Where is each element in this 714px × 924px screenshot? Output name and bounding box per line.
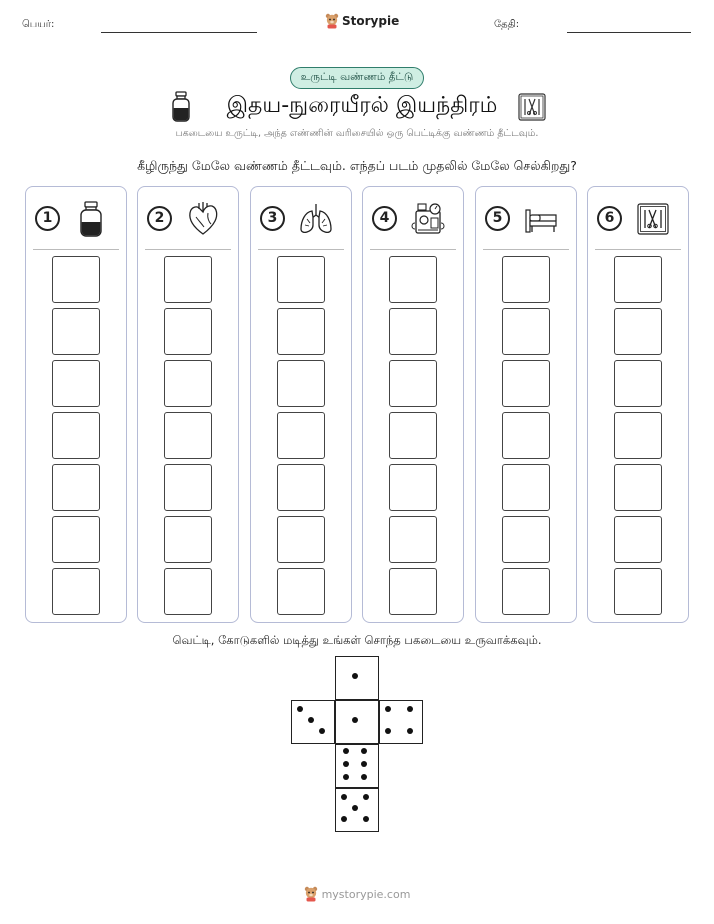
cut-instructions: வெட்டி, கோடுகளில் மடித்து உங்கள் சொந்த பகடையை உருவாக்கவும்.: [172, 633, 542, 647]
color-box[interactable]: [164, 568, 212, 615]
color-box[interactable]: [52, 568, 100, 615]
date-field[interactable]: [567, 32, 691, 33]
die-pip: [407, 706, 413, 712]
bear-mascot-icon: [304, 886, 318, 902]
die-pip: [352, 805, 358, 811]
color-box[interactable]: [502, 516, 550, 563]
die-pip: [407, 728, 413, 734]
brand-name: Storypie: [342, 14, 400, 28]
date-label: தேதி:: [494, 19, 520, 30]
instruction-text: கீழிருந்து மேலே வண்ணம் தீட்டவும். எந்தப் படம் முதலில் மேலே செல்கிறது?: [137, 158, 577, 173]
color-box[interactable]: [502, 256, 550, 303]
medicine-vial-icon: [74, 201, 108, 237]
die-pip: [343, 748, 349, 754]
column-divider: [258, 249, 344, 250]
color-box[interactable]: [502, 568, 550, 615]
footer: [0, 886, 714, 902]
color-box[interactable]: [164, 516, 212, 563]
column-4: [362, 186, 464, 623]
color-box[interactable]: [164, 412, 212, 459]
color-box[interactable]: [389, 412, 437, 459]
title-row: [0, 91, 714, 125]
column-divider: [33, 249, 119, 250]
die-pip: [341, 794, 347, 800]
color-box[interactable]: [389, 360, 437, 407]
column-header: [363, 187, 463, 249]
color-box[interactable]: [277, 308, 325, 355]
column-divider: [370, 249, 456, 250]
color-box[interactable]: [614, 308, 662, 355]
color-box[interactable]: [277, 256, 325, 303]
die-pip: [341, 816, 347, 822]
column-2: [137, 186, 239, 623]
color-box[interactable]: [389, 516, 437, 563]
dice-race-columns: [25, 186, 690, 624]
color-box[interactable]: [52, 464, 100, 511]
column-number: 4: [372, 206, 397, 231]
column-6: [587, 186, 689, 623]
color-box[interactable]: [164, 360, 212, 407]
color-box[interactable]: [52, 308, 100, 355]
die-pip: [385, 706, 391, 712]
name-field[interactable]: [101, 32, 257, 33]
name-label: பெயர்:: [22, 19, 55, 30]
column-number: 3: [260, 206, 285, 231]
color-box[interactable]: [277, 516, 325, 563]
color-box[interactable]: [614, 412, 662, 459]
color-box[interactable]: [164, 464, 212, 511]
die-pip: [363, 816, 369, 822]
die-face-left: [291, 700, 335, 744]
die-pip: [352, 717, 358, 723]
surgical-tools-icon: [636, 201, 670, 237]
color-box[interactable]: [389, 464, 437, 511]
die-pip: [361, 774, 367, 780]
color-box[interactable]: [164, 256, 212, 303]
surgical-tools-icon: [518, 93, 546, 121]
column-1: [25, 186, 127, 623]
column-divider: [595, 249, 681, 250]
color-box[interactable]: [52, 412, 100, 459]
color-box[interactable]: [277, 412, 325, 459]
color-box[interactable]: [614, 464, 662, 511]
color-box[interactable]: [277, 360, 325, 407]
color-box[interactable]: [164, 308, 212, 355]
color-box[interactable]: [502, 464, 550, 511]
die-face-top: [335, 656, 379, 700]
die-pip: [363, 794, 369, 800]
lungs-icon: [299, 201, 333, 237]
footer-url: mystorypie.com: [321, 887, 411, 901]
activity-badge: உருட்டி வண்ணம் தீட்டு: [290, 67, 424, 89]
color-box[interactable]: [277, 568, 325, 615]
heart-lung-machine-icon: [411, 201, 445, 237]
column-header: [476, 187, 576, 249]
die-pip: [319, 728, 325, 734]
heart-icon: [186, 201, 220, 237]
color-box[interactable]: [614, 568, 662, 615]
die-pip: [308, 717, 314, 723]
die-pip: [352, 673, 358, 679]
column-number: 6: [597, 206, 622, 231]
color-box[interactable]: [614, 256, 662, 303]
die-pip: [297, 706, 303, 712]
die-face-bottom: [335, 788, 379, 832]
column-header: [588, 187, 688, 249]
die-pip: [343, 761, 349, 767]
column-number: 2: [147, 206, 172, 231]
column-divider: [483, 249, 569, 250]
color-box[interactable]: [52, 516, 100, 563]
color-box[interactable]: [389, 568, 437, 615]
brand-logo: [325, 13, 399, 29]
column-header: [26, 187, 126, 249]
column-divider: [145, 249, 231, 250]
subtitle: பகடையை உருட்டி, அந்த எண்ணின் வரிசையில் ஒரு பெட்டிக்கு வண்ணம் தீட்டவும்.: [175, 128, 539, 139]
die-face-lower: [335, 744, 379, 788]
column-3: [250, 186, 352, 623]
column-number: 5: [485, 206, 510, 231]
color-box[interactable]: [52, 256, 100, 303]
color-box[interactable]: [614, 516, 662, 563]
die-pip: [361, 761, 367, 767]
color-box[interactable]: [389, 256, 437, 303]
die-face-right: [379, 700, 423, 744]
hospital-bed-icon: [524, 201, 558, 237]
color-box[interactable]: [502, 308, 550, 355]
color-box[interactable]: [614, 360, 662, 407]
column-header: [138, 187, 238, 249]
column-header: [251, 187, 351, 249]
column-number: 1: [35, 206, 60, 231]
medicine-vial-icon: [170, 91, 192, 123]
color-box[interactable]: [389, 308, 437, 355]
bear-mascot-icon: [325, 13, 339, 29]
color-box[interactable]: [277, 464, 325, 511]
color-box[interactable]: [52, 360, 100, 407]
die-pip: [361, 748, 367, 754]
page-title: இதய-நுரையீரல் இயந்திரம்: [226, 93, 498, 118]
color-box[interactable]: [502, 412, 550, 459]
die-pip: [343, 774, 349, 780]
die-face-center: [335, 700, 379, 744]
die-pip: [385, 728, 391, 734]
color-box[interactable]: [502, 360, 550, 407]
column-5: [475, 186, 577, 623]
